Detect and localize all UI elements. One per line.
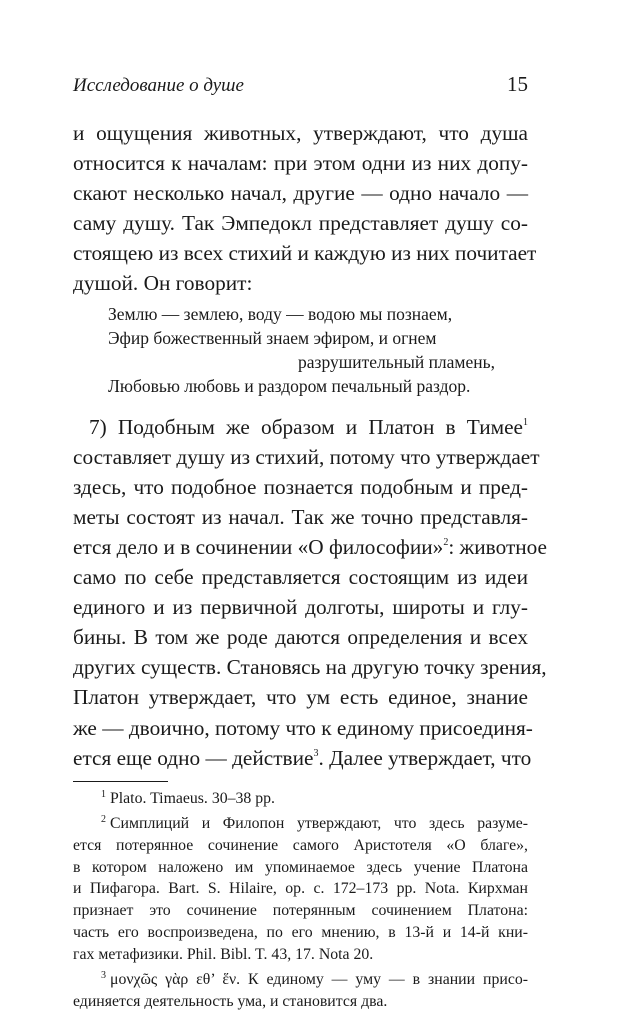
verse-line: разрушительный пламень, — [298, 351, 495, 372]
text-line: бины. В том же роде даются определения и всех — [73, 625, 528, 650]
page-number: 15 — [507, 72, 528, 96]
text-line — [73, 532, 548, 562]
text-line: единого и из первичной долготы, широты и глу- — [73, 595, 528, 620]
footnote-line — [73, 813, 528, 835]
footnote-1 — [73, 788, 528, 810]
footnote-ref[interactable]: 3 — [313, 747, 319, 759]
footnote-line: и Пифагора. Bart. S. Hilaire, op. c. 172–173 pp. Nota. Кирхман — [73, 880, 528, 898]
verse-quote — [73, 302, 528, 398]
footnote-mark: 3 — [101, 970, 106, 982]
text-line — [73, 412, 528, 442]
text-span: . Далее утверждает, что — [318, 745, 532, 770]
text-line: же — двоично, потому что к единому присоединя- — [73, 715, 533, 740]
footnote-2 — [73, 813, 528, 965]
footnotes — [73, 788, 528, 1013]
footnote-line: в котором наложено им упоминаемое здесь учение Платона — [73, 858, 528, 876]
text-span: 7) Подобным же образом и Платон в Тимее — [89, 414, 523, 439]
main-text — [73, 118, 548, 773]
footnote-line: единяется деятельность ума, и становится два. — [73, 992, 388, 1010]
paragraph-2 — [73, 412, 548, 773]
footnote-text: Plato. Timaeus. 30–38 pp. — [110, 789, 276, 807]
text-line: саму душу. Так Эмпедокл представляет душу со- — [73, 211, 528, 236]
footnote-mark: 2 — [101, 814, 106, 826]
footnote-3 — [73, 969, 528, 1012]
text-line: относится к началам: при этом одни из них допу- — [73, 151, 528, 176]
footnote-mark: 1 — [101, 788, 106, 800]
footnote-line: гах метафизики. Phil. Bibl. T. 43, 17. Nota 20. — [73, 945, 374, 963]
paragraph-1 — [73, 118, 537, 299]
footnote-line: часть его воспроизведена, по его мнению, в 13-й и 14-й кни- — [73, 923, 528, 941]
text-line: других существ. Становясь на другую точку зрения, — [73, 655, 547, 680]
text-line: стоящею из всех стихий и каждую из них почитает — [73, 241, 537, 266]
footnote-line: ется потерянное сочинение самого Аристотеля «О благе», — [73, 837, 528, 855]
text-span: : животное — [448, 534, 548, 559]
verse-line: Землю — землею, воду — водою мы познаем, — [108, 303, 453, 324]
text-line: само по себе представляется состоящим из идеи — [73, 565, 528, 590]
book-page — [73, 72, 548, 1017]
footnote-text: μονχῶς γὰρ εθ’ ἕν. К единому — уму — в знании присо- — [110, 971, 528, 989]
footnote-divider — [73, 781, 168, 782]
footnote-line — [73, 969, 528, 991]
text-line: составляет душу из стихий, потому что утверждает — [73, 444, 540, 469]
text-line: здесь, что подобное познается подобным и пред- — [73, 474, 528, 499]
footnote-ref[interactable]: 2 — [443, 536, 449, 548]
verse-line: Любовью любовь и раздором печальный раздор. — [108, 375, 471, 396]
footnote-line: признает это сочинение потерянным сочинением Платона: — [73, 902, 528, 920]
text-line: душой. Он говорит: — [73, 271, 253, 296]
footnote-ref[interactable]: 1 — [523, 416, 528, 428]
text-line: Платон утверждает, что ум есть единое, знание — [73, 685, 528, 710]
running-title: Исследование о душе — [73, 75, 244, 96]
text-line — [73, 743, 532, 773]
text-line: и ощущения животных, утверждают, что душа — [73, 121, 528, 145]
text-line: меты состоят из начал. Так же точно представля- — [73, 504, 528, 529]
text-line: скают несколько начал, другие — одно начало — — [73, 181, 528, 206]
running-header — [73, 72, 528, 106]
text-span: ется дело и в сочинении «О философии» — [73, 534, 444, 559]
footnote-text: Симплиций и Филопон утверждают, что здесь разуме- — [110, 815, 528, 833]
text-span: ется еще одно — действие — [73, 745, 314, 770]
verse-line: Эфир божественный знаем эфиром, и огнем — [108, 327, 437, 348]
footnote-line — [73, 788, 528, 810]
